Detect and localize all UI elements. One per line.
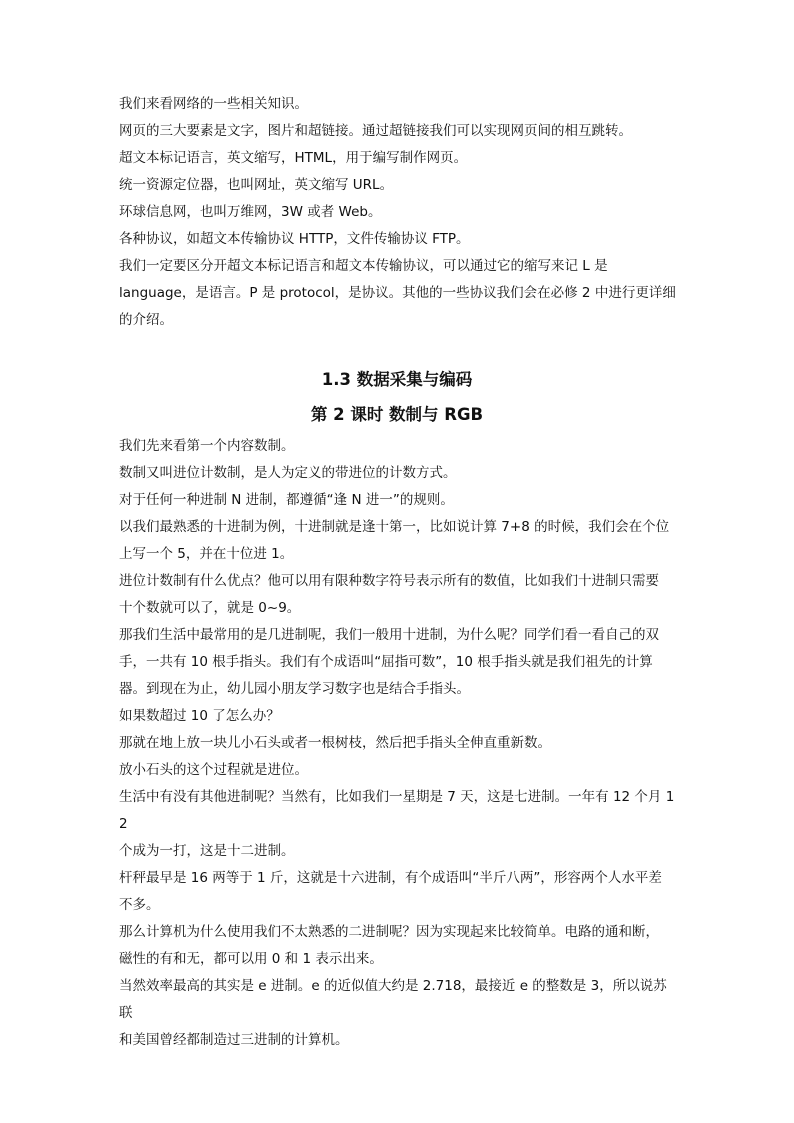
lesson-title: 第 2 课时 数制与 RGB xyxy=(310,405,484,424)
paragraph-line: 以我们最熟悉的十进制为例，十进制就是逢十第一，比如说计算 7+8 的时候，我们会在个位 xyxy=(119,519,670,535)
paragraph-line: 对于任何一种进制 N 进制，都遵循“逢 N 进一”的规则。 xyxy=(119,492,454,508)
paragraph-line: 那我们生活中最常用的是几进制呢，我们一般用十进制，为什么呢？同学们看一看自己的双 xyxy=(119,627,659,643)
paragraph-line: 生活中有没有其他进制呢？当然有，比如我们一星期是 7 天，这是七进制。一年有 12 个月 12 xyxy=(119,789,675,832)
paragraph-line: 那么计算机为什么使用我们不太熟悉的二进制呢？因为实现起来比较简单。电路的通和断， xyxy=(119,924,659,940)
paragraph-line: 我们一定要区分开超文本标记语言和超文本传输协议，可以通过它的缩写来记 L 是 xyxy=(119,258,608,274)
section-title: 1.3 数据采集与编码 xyxy=(321,370,473,389)
paragraph-line: 杆秤最早是 16 两等于 1 斤，这就是十六进制，有个成语叫“半斤八两”，形容两个人水平差 xyxy=(119,870,662,886)
intro-text-block xyxy=(119,91,679,334)
paragraph-line: 统一资源定位器，也叫网址，英文缩写 URL。 xyxy=(119,177,394,193)
paragraph-line: 超文本标记语言，英文缩写，HTML，用于编写制作网页。 xyxy=(119,150,468,166)
paragraph-line: 我们先来看第一个内容数制。 xyxy=(119,438,295,454)
paragraph-line: 数制又叫进位计数制，是人为定义的带进位的计数方式。 xyxy=(119,465,457,481)
paragraph-line: 网页的三大要素是文字，图片和超链接。通过超链接我们可以实现网页间的相互跳转。 xyxy=(119,123,632,139)
paragraph-line: 如果数超过 10 了怎么办？ xyxy=(119,708,280,724)
paragraph-line: language，是语言。P 是 protocol，是协议。其他的一些协议我们会在必修 2 中进行更详细 xyxy=(119,285,676,301)
paragraph-line: 的介绍。 xyxy=(119,312,173,328)
paragraph-line: 不多。 xyxy=(119,897,160,913)
paragraph-line: 上写一个 5，并在十位进 1。 xyxy=(119,546,294,562)
paragraph-line: 那就在地上放一块儿小石头或者一根树枝，然后把手指头全伸直重新数。 xyxy=(119,735,551,751)
paragraph-line: 和美国曾经都制造过三进制的计算机。 xyxy=(119,1032,349,1048)
paragraph-line: 磁性的有和无，都可以用 0 和 1 表示出来。 xyxy=(119,951,383,967)
body-text-block xyxy=(119,433,679,1054)
paragraph-line: 各种协议，如超文本传输协议 HTTP，文件传输协议 FTP。 xyxy=(119,231,470,247)
paragraph-line: 当然效率最高的其实是 e 进制。e 的近似值大约是 2.718，最接近 e 的整数是 3，所以说苏联 xyxy=(119,978,667,1021)
paragraph-line: 环球信息网，也叫万维网，3W 或者 Web。 xyxy=(119,204,382,220)
paragraph-line: 十个数就可以了，就是 0~9。 xyxy=(119,600,301,616)
paragraph-line: 放小石头的这个过程就是进位。 xyxy=(119,762,308,778)
paragraph-line: 手，一共有 10 根手指头。我们有个成语叫“屈指可数”，10 根手指头就是我们祖先的计算 xyxy=(119,654,653,670)
paragraph-line: 个成为一打，这是十二进制。 xyxy=(119,843,295,859)
paragraph-line: 我们来看网络的一些相关知识。 xyxy=(119,96,308,112)
paragraph-line: 器。到现在为止，幼儿园小朋友学习数字也是结合手指头。 xyxy=(119,681,470,697)
paragraph-line: 进位计数制有什么优点？他可以用有限种数字符号表示所有的数值，比如我们十进制只需要 xyxy=(119,573,659,589)
